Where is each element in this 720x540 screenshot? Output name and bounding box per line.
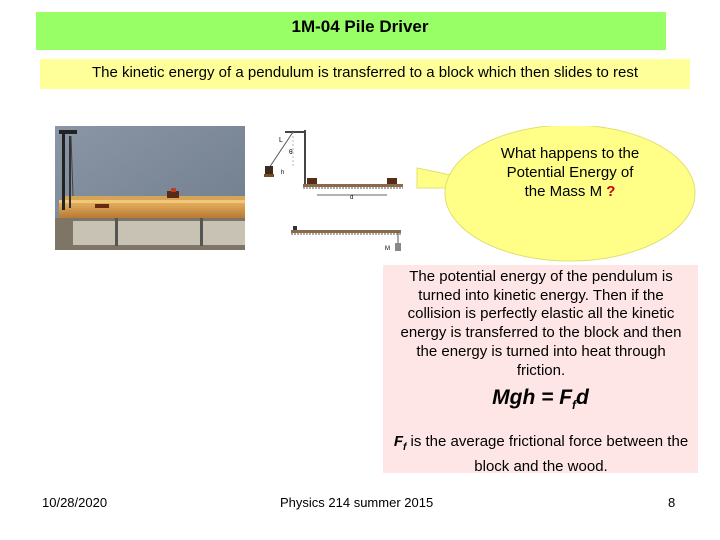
diagram-label-theta: θ xyxy=(289,149,293,156)
page-number: 8 xyxy=(668,495,676,510)
note-text: is the average frictional force between the block and the wood. xyxy=(406,433,689,475)
apparatus-photo xyxy=(55,126,245,250)
energy-formula xyxy=(383,386,698,412)
question-mark: ? xyxy=(606,183,616,200)
answer-text: The potential energy of the pendulum is turned into kinetic energy. Then if the collision is perfectly elastic all the kinetic energy is transferred to the block and then the energy is turned into heat through friction. xyxy=(400,268,682,379)
subtitle-bar xyxy=(40,59,690,89)
formula-lhs: Mgh = F xyxy=(492,386,573,409)
slide-subtitle: The kinetic energy of a pendulum is transferred to a block which then slides to rest xyxy=(91,64,639,81)
note-symbol: F xyxy=(393,433,403,450)
footer-date: 10/28/2020 xyxy=(42,495,108,510)
diagram-label-h: h xyxy=(281,170,285,176)
diagram-label-m: M xyxy=(385,246,390,252)
footer-course: Physics 214 summer 2015 xyxy=(280,495,434,510)
bubble-question xyxy=(500,144,640,201)
note-subscript: f xyxy=(402,442,407,453)
diagram-label-l: L xyxy=(279,137,283,144)
friction-note xyxy=(393,432,689,476)
pile-driver-diagram xyxy=(255,128,415,254)
bubble-question-text: What happens to the Potential Energy of the Mass M xyxy=(500,145,640,200)
formula-rhs: d xyxy=(576,386,589,409)
slide-title: 1M-04 Pile Driver xyxy=(291,17,429,36)
diagram-label-d: d xyxy=(350,195,354,201)
formula-subscript: f xyxy=(572,398,577,413)
